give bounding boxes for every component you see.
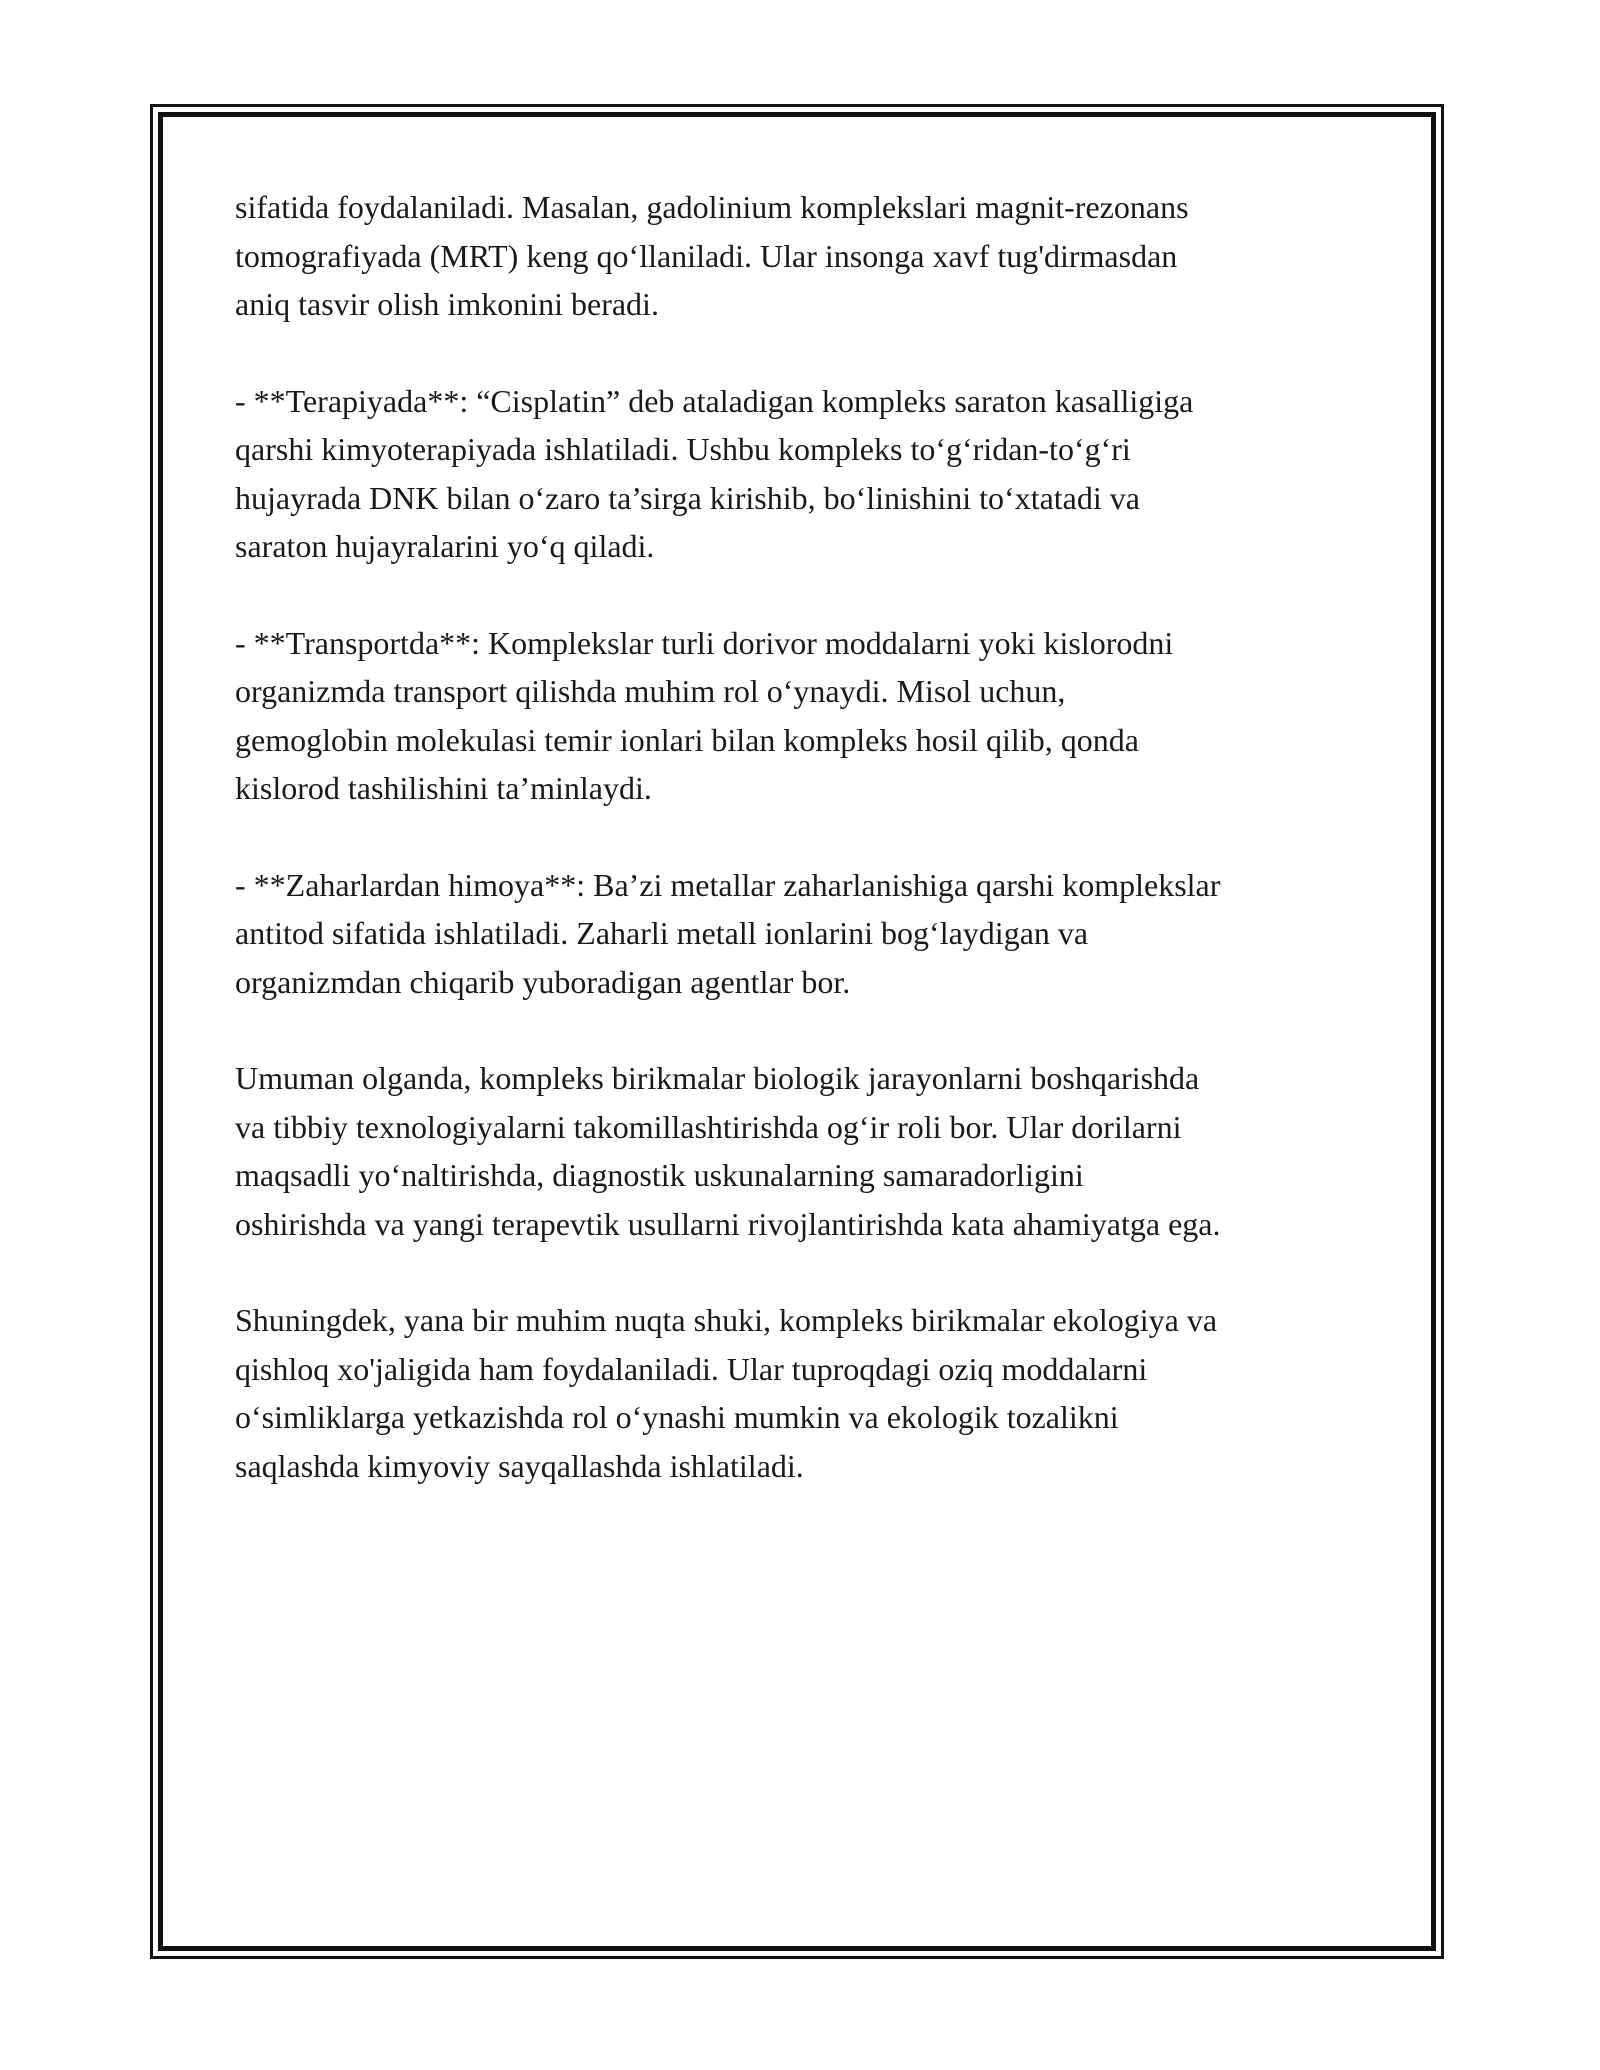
paragraph-poison-protection: - **Zaharlardan himoya**: Ba’zi metallar zaharlanishiga qarshi komplekslar antitod sifatida ishlatiladi. Zaharli metall ionlarini bog‘laydigan va organizmdan chiqarib yuboradigan agentlar bor. [235,866,1221,1000]
paragraph-ecology: Shuningdek, yana bir muhim nuqta shuki, kompleks birikmalar ekologiya va qishloq xo'jaligida ham foydalaniladi. Ular tuproqdagi oziq moddalarni o‘simliklarga yetkazishda rol o‘ynashi mumkin va ekologik tozalikni saqlashda kimyoviy sayqallashda ishlatiladi. [235,1302,1218,1484]
paragraph-intro-continuation: sifatida foydalaniladi. Masalan, gadolinium komplekslari magnit-rezonans tomografiyada (MRT) keng qo‘llaniladi. Ular insonga xavf tug'dirmasdan aniq tasvir olish imkonini beradi. [235,189,1189,322]
paragraph-therapy: - **Terapiyada**: “Cisplatin” deb ataladigan kompleks saraton kasalligiga qarshi kimyoterapiyada ishlatiladi. Ushbu kompleks to‘g‘ridan-to‘g‘ri hujayrada DNK bilan o‘zaro ta’sirga kirishib, bo‘linishini to‘xtatadi va saraton hujayralarini yo‘q qiladi. [235,382,1194,564]
paragraph-transport: - **Transportda**: Komplekslar turli dorivor moddalarni yoki kislorodni organizmda transport qilishda muhim rol o‘ynaydi. Misol uchun, gemoglobin molekulasi temir ionlari bilan kompleks hosil qilib, qonda kislorod tashilishini ta’minlaydi. [235,624,1174,806]
paragraph-summary: Umuman olganda, kompleks birikmalar biologik jarayonlarni boshqarishda va tibbiy texnologiyalarni takomillashtirishda og‘ir roli bor. Ular dorilarni maqsadli yo‘naltirishda, diagnostik uskunalarning samaradorligini oshirishda va yangi terapevtik usullarni rivojlantirishda kata ahamiyatga ega. [235,1060,1221,1242]
document-body [235,183,1375,1538]
